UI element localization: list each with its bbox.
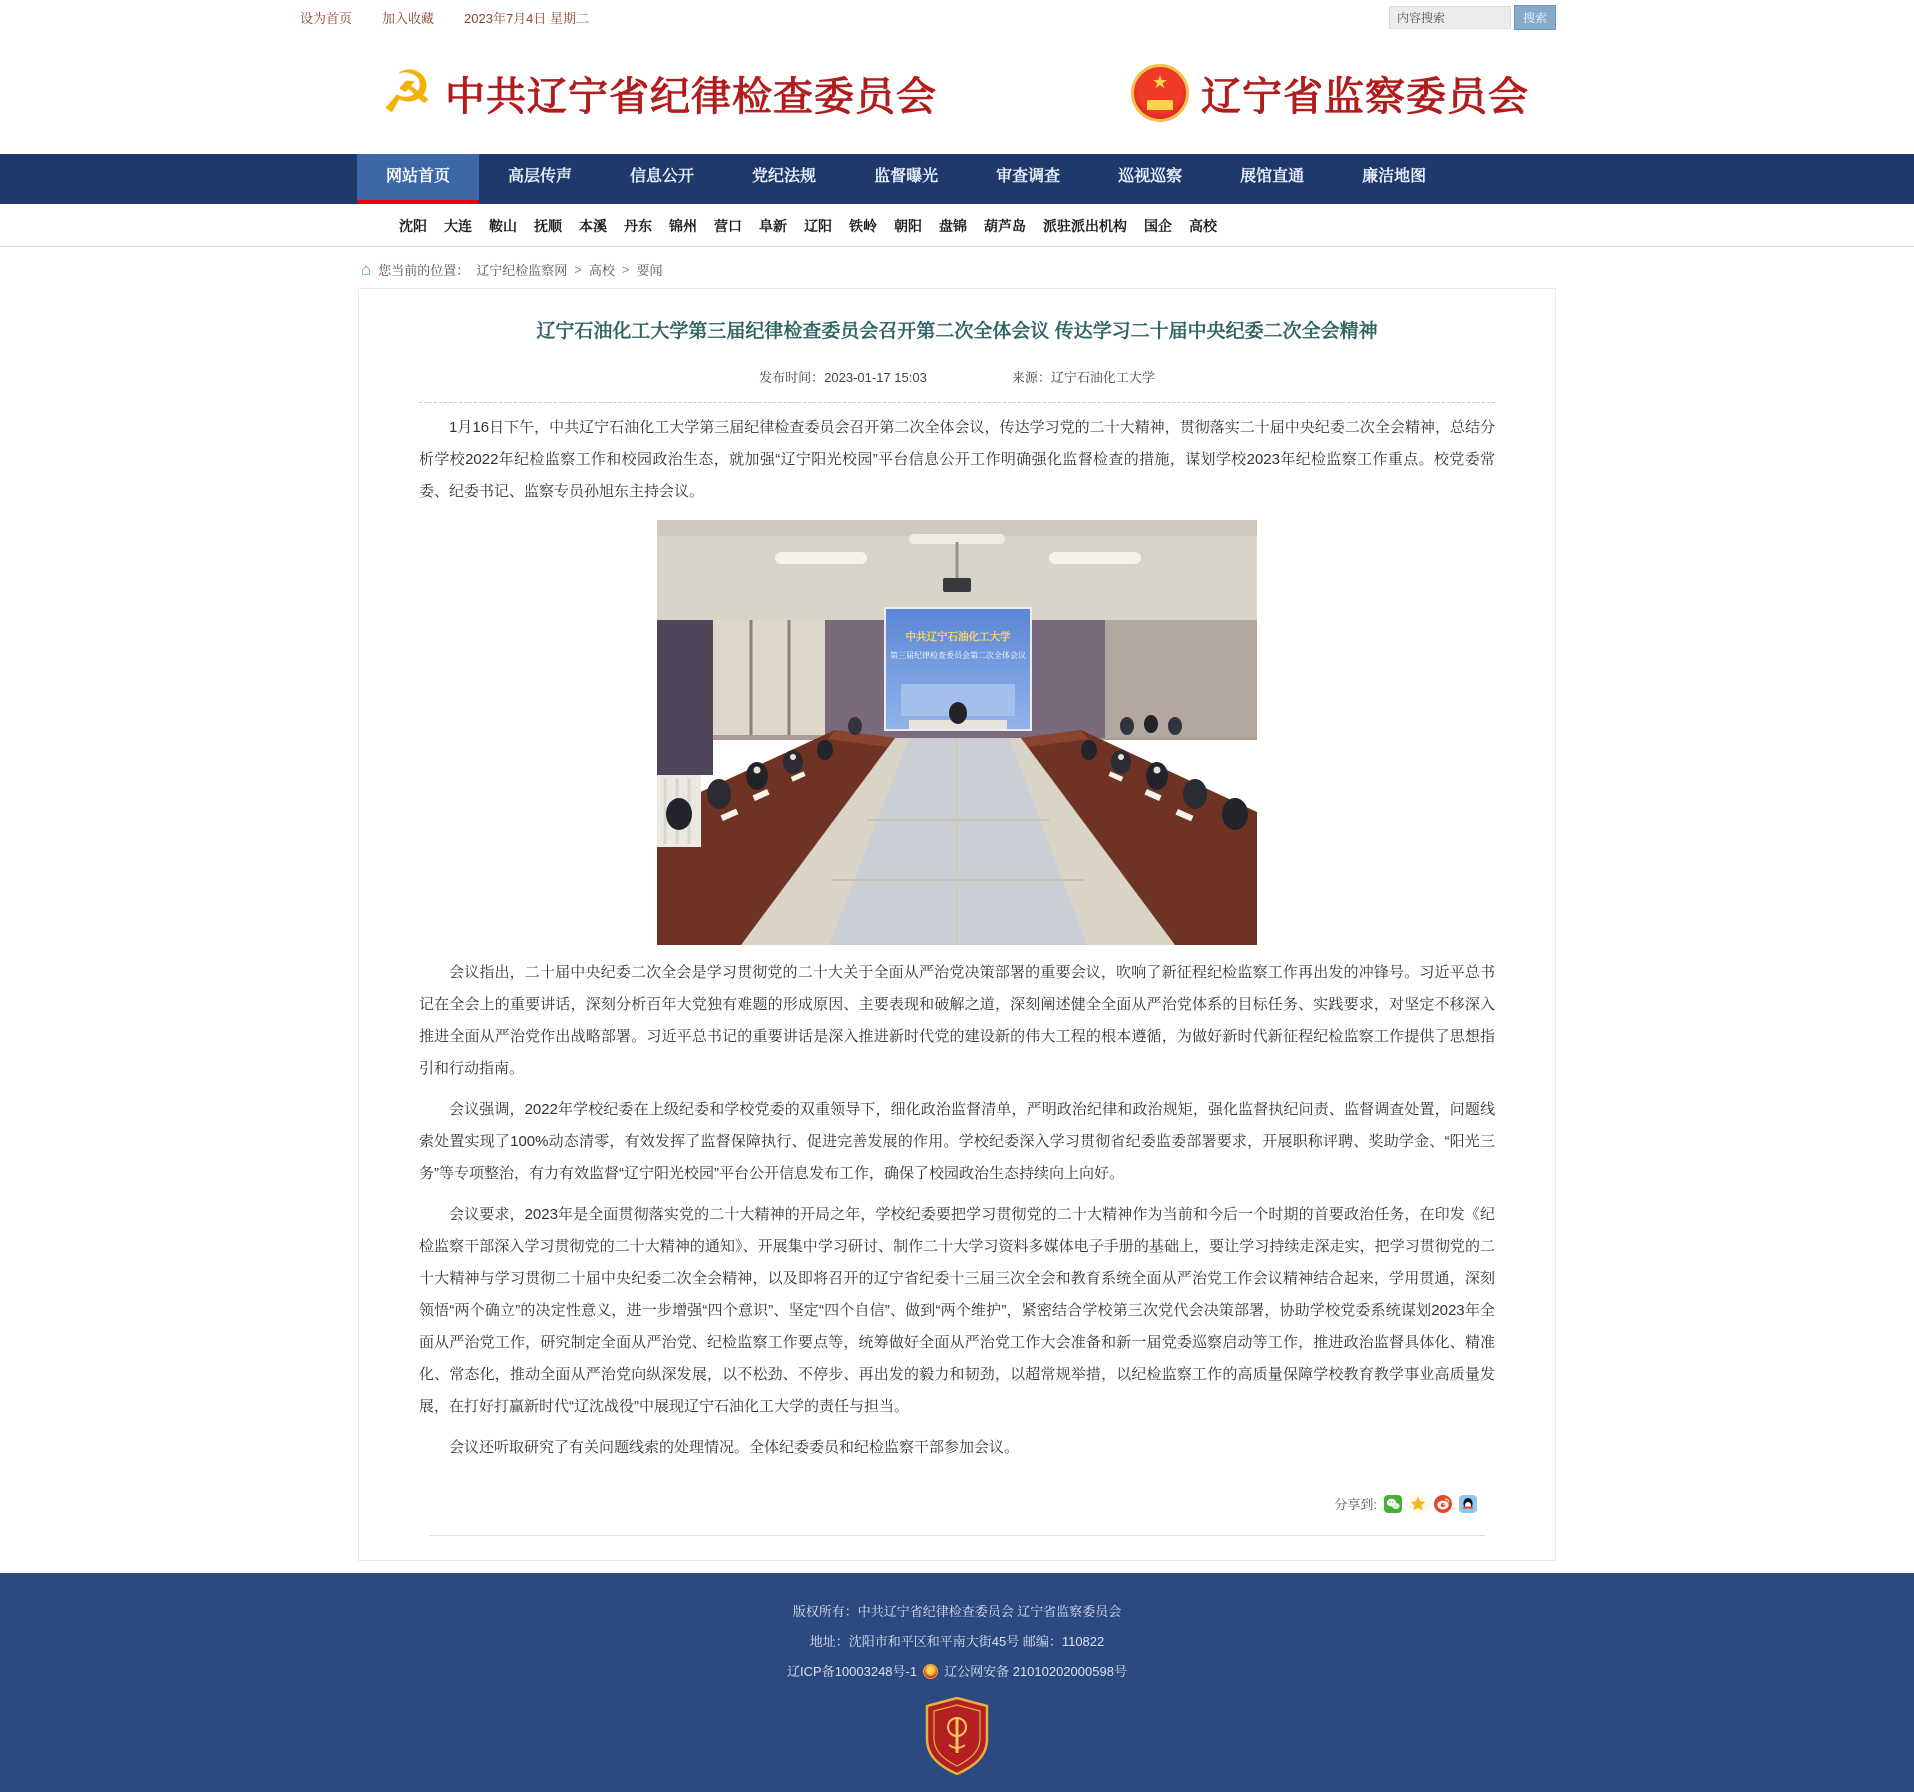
article-paragraph: 会议要求，2023年是全面贯彻落实党的二十大精神的开局之年，学校纪委要把学习贯彻党的二十大精神作为当前和今后一个时期的首要政治任务，在印发《纪检监察干部深入学习贯彻党的二十大精神的通知》、开展集中学习研讨、制作二十大学习资料多媒体电子手册的基础上，要让学习持续走深走实，把学习贯彻党的二十大精神与学习贯彻二十届中央纪委二次全会精神，以及即将召开的辽宁省纪委十三届三次全会和教育系统全面从严治党工作会议精神结合起来，学用贯通，深刻领悟“两个确立”的决定性意义，进一步增强“四个意识”、坚定“四个自信”、做到“两个维护”，紧密结合学校第三次党代会决策部署，协助学校党委系统谋划2023年全面从严治党工作，研究制定全面从严治党、纪检监察工作要点等，统筹做好全面从严治党工作大会准备和新一届党委巡察启动等工作，推进政治监督具体化、精准化、常态化，推动全面从严治党向纵深发展，以不松劲、不停步、再出发的毅力和韧劲，以超常规举措，以纪检监察工作的高质量保障学校教育教学事业高质量发展，在打好打赢新时代“辽沈战役”中展现辽宁石油化工大学的责任与担当。	[419, 1206, 1495, 1415]
article-container	[358, 288, 1556, 1561]
meeting-photo	[657, 520, 1257, 945]
photo-screen-title-line2: 第三届纪律检查委员会第二次全体会议	[890, 651, 1026, 660]
city-link[interactable]: 国企	[1144, 218, 1172, 234]
city-link[interactable]: 高校	[1189, 218, 1217, 234]
city-link[interactable]: 盘锦	[939, 218, 967, 234]
city-link[interactable]: 锦州	[669, 218, 697, 234]
search-box	[1389, 5, 1556, 30]
nav-item-exhibition[interactable]: 展馆直通	[1240, 168, 1305, 185]
city-link[interactable]: 鞍山	[489, 218, 517, 234]
article-paragraph: 会议还听取研究了有关问题线索的处理情况。全体纪委委员和纪检监察干部参加会议。	[449, 1439, 1020, 1456]
set-home-link[interactable]: 设为首页	[300, 11, 353, 26]
breadcrumb-section-link[interactable]: 高校	[588, 263, 615, 278]
article-paragraph: 会议强调，2022年学校纪委在上级纪委和学校党委的双重领导下，细化政治监督清单，严明政治纪律和政治规矩，强化监督执纪问责、监督调查处置，问题线索处置实现了100%动态清零，有效发挥了监督保障执行、促进完善发展的作用。学校纪委深入学习贯彻省纪委监委部署要求，开展职称评聘、奖助学金、“阳光三务”等专项整治，有力有效监督“辽宁阳光校园”平台公开信息发布工作，确保了校园政治生态持续向上向好。	[419, 1101, 1495, 1182]
city-link[interactable]: 沈阳	[399, 218, 427, 234]
breadcrumb	[357, 260, 1557, 279]
share-label: 分享到:	[1334, 1497, 1377, 1512]
topbar	[0, 0, 1914, 32]
topbar-date: 2023年7月4日 星期二	[464, 11, 590, 26]
nav-item-voices[interactable]: 高层传声	[508, 168, 573, 185]
breadcrumb-separator: >	[621, 262, 630, 277]
breadcrumb-separator: >	[574, 262, 582, 277]
article-body	[419, 412, 1495, 1464]
wechat-share-icon[interactable]	[1384, 1495, 1402, 1513]
article-source: 来源：辽宁石油化工大学	[1011, 370, 1155, 385]
nav-item-integrity-map[interactable]: 廉洁地图	[1362, 168, 1427, 185]
footer-police-link[interactable]: 辽公网安备 21010202000598号	[944, 1664, 1127, 1679]
site-header	[357, 32, 1557, 154]
footer-shield-icon[interactable]	[925, 1697, 989, 1778]
city-link[interactable]: 辽阳	[804, 218, 832, 234]
article-title: 辽宁石油化工大学第三届纪律检查委员会召开第二次全体会议 传达学习二十届中央纪委二次全会精神	[536, 321, 1378, 342]
nav-item-investigation[interactable]: 审查调查	[996, 168, 1061, 185]
publish-time: 发布时间：2023-01-17 15:03	[759, 370, 927, 385]
city-link[interactable]: 本溪	[579, 218, 607, 234]
qzone-share-icon[interactable]	[1409, 1495, 1427, 1513]
search-button[interactable]: 搜索	[1514, 5, 1556, 30]
site-logo-right[interactable]	[1131, 64, 1529, 122]
footer-icp-link[interactable]: 辽ICP备10003248号-1	[787, 1664, 918, 1679]
article-paragraph: 会议指出，二十届中央纪委二次全会是学习贯彻党的二十大关于全面从严治党决策部署的重要会议，吹响了新征程纪检监察工作再出发的冲锋号。习近平总书记在全会上的重要讲话，深刻分析百年大党独有难题的形成原因、主要表现和破解之道，深刻阐述健全全面从严治党体系的目标任务、实践要求，对坚定不移深入推进全面从严治党作出战略部署。习近平总书记的重要讲话是深入推进新时代党的建设新的伟大工程的根本遵循，为做好新时代新征程纪检监察工作提供了思想指引和行动指南。	[419, 964, 1495, 1077]
city-link[interactable]: 派驻派出机构	[1043, 218, 1127, 234]
qq-share-icon[interactable]	[1459, 1495, 1477, 1513]
footer-address: 地址：沈阳市和平区和平南大街45号 邮编：110822	[809, 1634, 1105, 1649]
search-input[interactable]	[1389, 6, 1511, 29]
article-paragraph: 1月16日下午，中共辽宁石油化工大学第三届纪律检查委员会召开第二次全体会议，传达学习党的二十大精神，贯彻落实二十届中央纪委二次全会精神，总结分析学校2022年纪检监察工作和校园政治生态，就加强“辽宁阳光校园”平台信息公开工作明确强化监督检查的措施，谋划学校2023年纪检监察工作重点。校党委常委、纪委书记、监察专员孙旭东主持会议。	[419, 419, 1495, 500]
nav-item-info-disclosure[interactable]: 信息公开	[630, 168, 695, 185]
right-org-title: 辽宁省监察委员会	[1201, 74, 1529, 119]
add-favorite-link[interactable]: 加入收藏	[382, 11, 435, 26]
city-link[interactable]: 营口	[714, 218, 742, 234]
share-bar	[419, 1494, 1477, 1535]
photo-screen-title-line1: 中共辽宁石油化工大学	[905, 631, 1011, 643]
city-link[interactable]: 丹东	[624, 218, 652, 234]
breadcrumb-current[interactable]: 要闻	[636, 263, 663, 278]
nav-item-supervision-exposure[interactable]: 监督曝光	[874, 168, 939, 185]
national-emblem-icon: ★	[1131, 64, 1189, 122]
site-footer	[0, 1573, 1914, 1792]
nav-item-home[interactable]: 网站首页	[357, 154, 479, 204]
city-subnav	[0, 204, 1914, 247]
city-link[interactable]: 葫芦岛	[984, 218, 1026, 234]
article-meta	[419, 367, 1495, 403]
footer-copyright: 版权所有：中共辽宁省纪律检查委员会 辽宁省监察委员会	[792, 1604, 1122, 1619]
city-link[interactable]: 铁岭	[849, 218, 877, 234]
city-link[interactable]: 抚顺	[534, 218, 562, 234]
police-badge-icon	[923, 1664, 938, 1679]
breadcrumb-site-link[interactable]: 辽宁纪检监察网	[476, 263, 568, 278]
nav-item-inspection[interactable]: 巡视巡察	[1118, 168, 1183, 185]
home-icon: ⌂	[361, 259, 372, 279]
city-link[interactable]: 阜新	[759, 218, 787, 234]
topbar-links	[300, 8, 589, 27]
party-emblem-icon: ☭	[381, 60, 433, 125]
site-logo-left[interactable]	[381, 60, 937, 125]
meeting-photo-illustration	[657, 520, 1257, 945]
main-navbar	[0, 154, 1914, 204]
left-org-title: 中共辽宁省纪律检查委员会	[445, 74, 937, 119]
city-link[interactable]: 朝阳	[894, 218, 922, 234]
nav-item-discipline-laws[interactable]: 党纪法规	[752, 168, 817, 185]
breadcrumb-prefix: 您当前的位置：	[378, 263, 470, 278]
city-link[interactable]: 大连	[444, 218, 472, 234]
weibo-share-icon[interactable]	[1434, 1495, 1452, 1513]
